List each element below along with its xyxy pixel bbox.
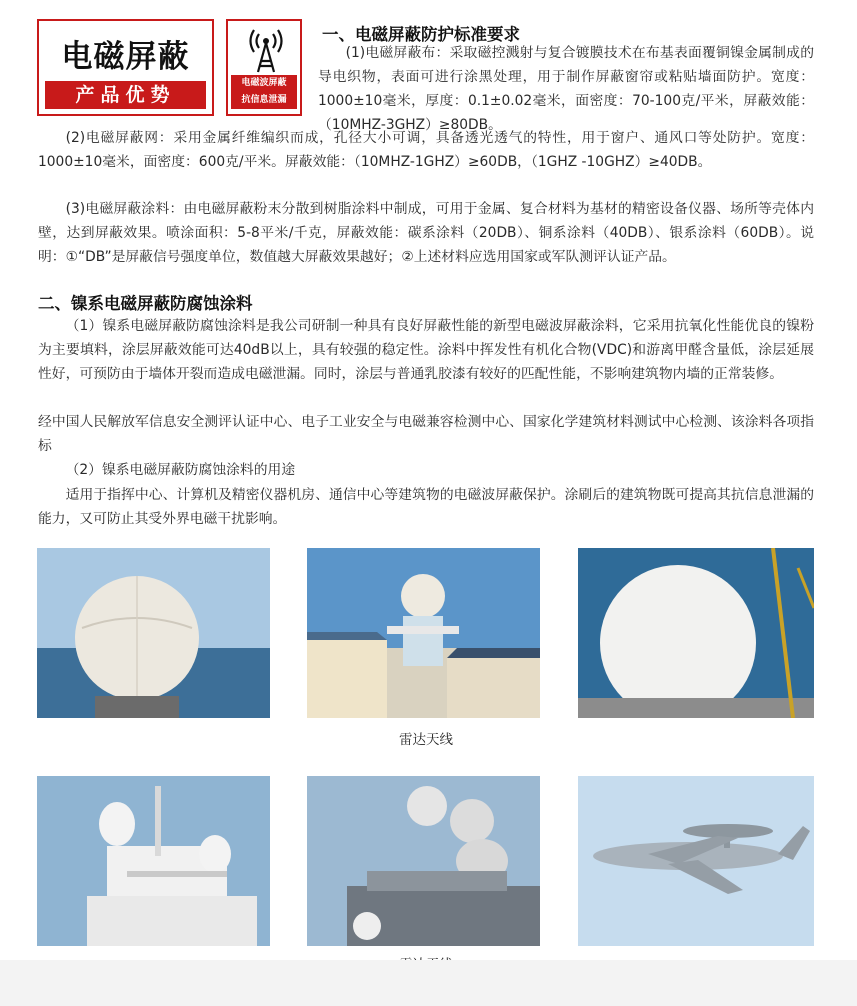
title-box bbox=[37, 19, 214, 116]
ship-antenna-photo bbox=[307, 776, 540, 946]
radar-dome-photo-1 bbox=[37, 548, 270, 718]
page-title: 电磁屏蔽 bbox=[61, 39, 190, 75]
radar-tower-photo bbox=[307, 548, 540, 718]
awacs-aircraft-photo bbox=[578, 776, 814, 946]
page-subtitle: 产品优势 bbox=[45, 81, 206, 109]
radar-dome-photo-2 bbox=[578, 548, 814, 718]
section1-heading: 一、电磁屏蔽防护标准要求 bbox=[322, 25, 520, 44]
badge-label bbox=[231, 75, 297, 109]
ship-radar-photo bbox=[37, 776, 270, 946]
badge bbox=[226, 19, 302, 116]
section2-para4: 适用于指挥中心、计算机及精密仪器机房、通信中心等建筑物的电磁波屏蔽保护。涂刷后的建筑物既可提高其抗信息泄漏的能力，又可防止其受外界电磁干扰影响。 bbox=[38, 487, 814, 527]
signal-tower-icon bbox=[248, 29, 284, 73]
section1-para1: (1)电磁屏蔽布：采取磁控溅射与复合镀膜技术在布基表面覆铜镍金属制成的导电织物，表面可进行涂黑处理，用于制作屏蔽窗帘或粘贴墙面防护。宽度：1000±10毫米，厚度：0.1±0.02毫米，面密度：70-100克/平米，屏蔽效能：（10MHZ-3GHZ）≥80DB。 bbox=[318, 45, 814, 133]
section2-para3: （2）镍系电磁屏蔽防腐蚀涂料的用途 bbox=[65, 462, 296, 478]
section1-para3: (3)电磁屏蔽涂料：由电磁屏蔽粉末分散到树脂涂料中制成，可用于金属、复合材料为基材的精密设备仪器、场所等壳体内壁，达到屏蔽效果。喷涂面积：5-8平米/千克，屏蔽效能：碳系涂料（20DB）、铜系涂料（40DB）、银系涂料（60DB）。说明：①“DB”是屏蔽信号强度单位，数值越大屏蔽效果越好；②上述材料应选用国家或军队测评认证产品。 bbox=[38, 201, 814, 265]
section2-para2: 经中国人民解放军信息安全测评认证中心、电子工业安全与电磁兼容检测中心、国家化学建筑材料测试中心检测、该涂料各项指标 bbox=[38, 414, 814, 454]
caption-row1: 雷达天线 bbox=[399, 732, 453, 748]
badge-line-1: 电磁波屏蔽 bbox=[241, 78, 287, 88]
section2-heading: 二、镍系电磁屏蔽防腐蚀涂料 bbox=[38, 294, 253, 313]
section2-para1: （1）镍系电磁屏蔽防腐蚀涂料是我公司研制一种具有良好屏蔽性能的新型电磁波屏蔽涂料，它采用抗氧化性能优良的镍粉为主要填料，涂层屏蔽效能可达40dB以上，具有较强的稳定性。涂料中挥发性有机化合物(VDC)和游离甲醛含量低，涂层延展性好，可预防由于墙体开裂而造成电磁泄漏。同时，涂层与普通乳胶漆有较好的匹配性能，不影响建筑物内墙的正常装修。 bbox=[38, 318, 814, 382]
badge-line-2: 抗信息泄漏 bbox=[241, 95, 287, 105]
section1-para2: (2)电磁屏蔽网：采用金属纤维编织而成，孔径大小可调，具备透光透气的特性，用于窗户、通风口等处防护。宽度：1000±10毫米，面密度：600克/平米。屏蔽效能：（10MHZ-1GHZ）≥60DB，（1GHZ -10GHZ）≥40DB。 bbox=[38, 130, 814, 170]
bottom-strip bbox=[0, 960, 857, 1006]
